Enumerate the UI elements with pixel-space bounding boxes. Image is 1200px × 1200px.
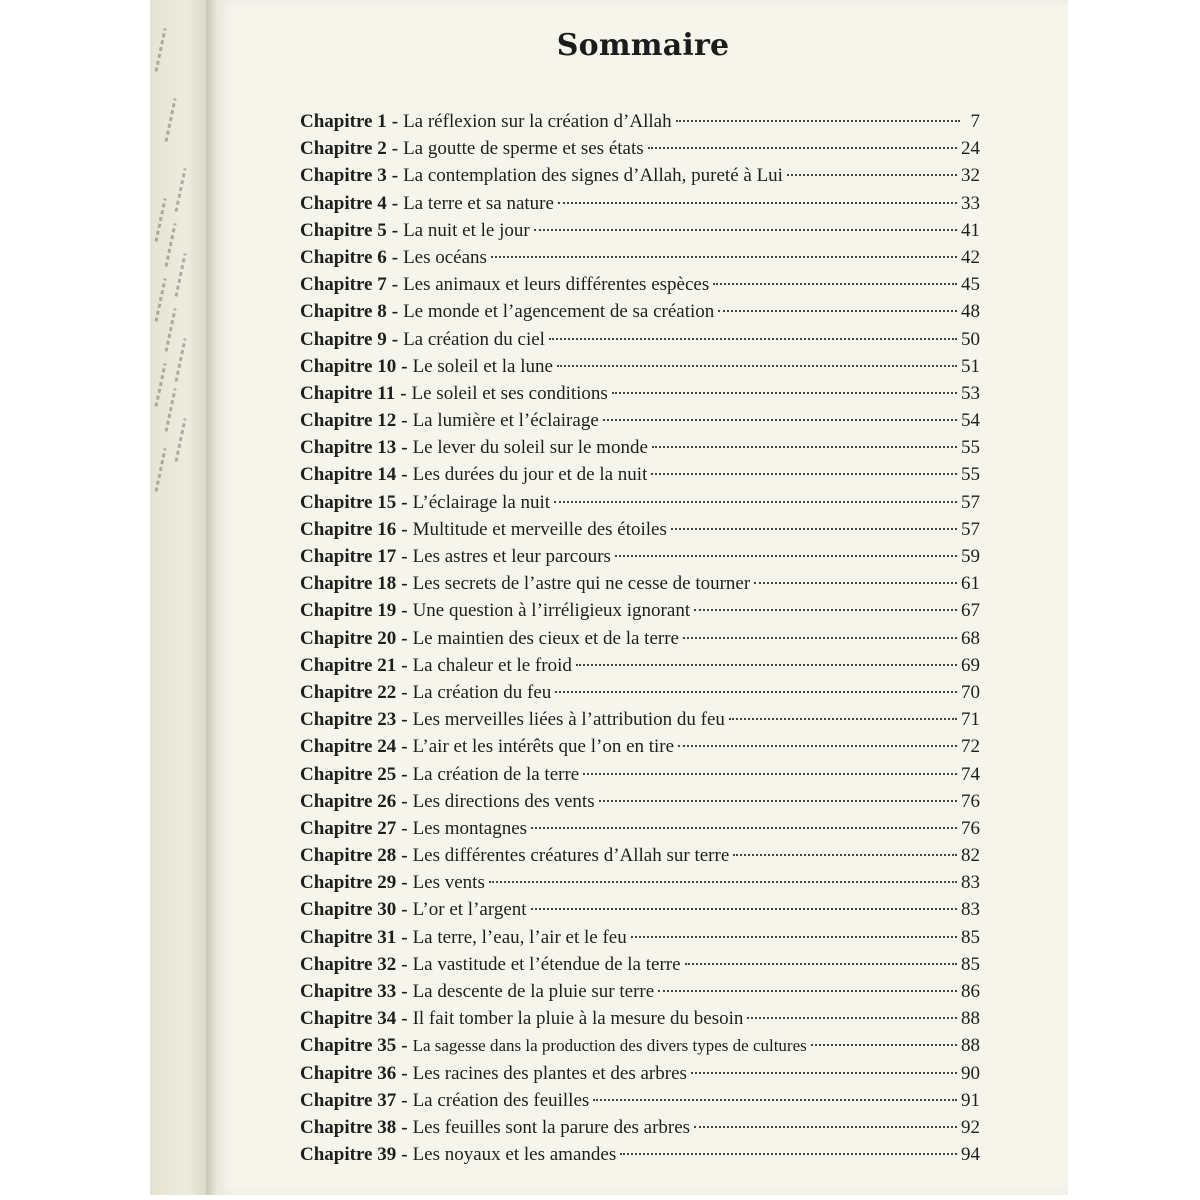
toc-entry — [300, 489, 980, 516]
toc-entry — [300, 1114, 980, 1141]
dot-leader — [615, 555, 957, 557]
chapter-title: L’air et les intérêts que l’on en tire — [412, 736, 675, 758]
table-of-contents — [300, 108, 980, 1168]
chapter-title: Les montagnes — [412, 817, 528, 839]
dot-leader — [648, 147, 957, 149]
toc-entry — [300, 244, 980, 271]
toc-entry — [300, 162, 980, 189]
page-number: 92 — [961, 1116, 980, 1138]
toc-entry — [300, 190, 980, 217]
chapter-separator: - — [391, 165, 399, 187]
facing-page-text-mark — [155, 363, 167, 407]
chapter-title: Le monde et l’agencement de sa création — [403, 301, 715, 323]
page-number: 74 — [961, 763, 980, 785]
chapter-label: Chapitre 25 — [300, 763, 397, 785]
page-number: 55 — [961, 437, 980, 459]
chapter-separator: - — [401, 437, 408, 459]
page-number: 61 — [961, 573, 980, 595]
chapter-label: Chapitre 29 — [300, 872, 397, 894]
page-number: 85 — [961, 953, 980, 975]
toc-entry — [300, 1032, 980, 1059]
chapter-title: La chaleur et le froid — [412, 654, 572, 676]
chapter-label: Chapitre 31 — [300, 926, 397, 948]
dot-leader — [583, 773, 957, 775]
chapter-title: La goutte de sperme et ses états — [403, 138, 644, 160]
dot-leader — [754, 582, 957, 584]
chapter-title: Le soleil et ses conditions — [411, 382, 608, 404]
chapter-title: La création des feuilles — [412, 1089, 590, 1111]
chapter-separator: - — [401, 709, 408, 731]
chapter-separator: - — [391, 301, 399, 323]
chapter-separator: - — [401, 464, 408, 486]
chapter-separator: - — [400, 382, 407, 404]
page-number: 88 — [961, 1035, 980, 1057]
page-number: 91 — [961, 1089, 980, 1111]
chapter-title: Les différentes créatures d’Allah sur terre — [412, 845, 730, 867]
page-number: 85 — [961, 926, 980, 948]
dot-leader — [531, 908, 957, 910]
chapter-label: Chapitre 9 — [300, 328, 387, 350]
chapter-title: La sagesse dans la production des divers types de cultures — [412, 1036, 807, 1056]
chapter-label: Chapitre 24 — [300, 736, 397, 758]
dot-leader — [603, 419, 957, 421]
dot-leader — [576, 664, 957, 666]
dot-leader — [729, 718, 957, 720]
chapter-label: Chapitre 30 — [300, 899, 397, 921]
dot-leader — [491, 256, 957, 258]
chapter-separator: - — [401, 627, 408, 649]
toc-entry — [300, 1005, 980, 1032]
toc-entry — [300, 924, 980, 951]
chapter-separator: - — [401, 736, 408, 758]
chapter-label: Chapitre 38 — [300, 1116, 397, 1138]
page-number: 82 — [961, 845, 980, 867]
page-number: 51 — [961, 355, 980, 377]
chapter-title: La réflexion sur la création d’Allah — [403, 111, 672, 132]
toc-entry — [300, 407, 980, 434]
facing-page — [150, 0, 210, 1195]
facing-page-text-mark — [175, 338, 187, 382]
chapter-separator: - — [401, 681, 408, 703]
chapter-separator: - — [401, 1089, 408, 1111]
page-number: 32 — [961, 165, 980, 187]
dot-leader — [718, 310, 957, 312]
chapter-separator: - — [401, 981, 408, 1002]
toc-entry — [300, 298, 980, 325]
chapter-separator: - — [391, 192, 399, 214]
chapter-title: Les animaux et leurs différentes espèces — [403, 274, 710, 296]
chapter-separator: - — [391, 219, 399, 241]
dot-leader — [683, 637, 957, 639]
toc-entry — [300, 516, 980, 543]
toc-entry — [300, 869, 980, 896]
chapter-title: Le soleil et la lune — [412, 355, 553, 377]
facing-page-text-mark — [165, 308, 177, 352]
page-number: 7 — [970, 111, 980, 132]
toc-entry — [300, 1087, 980, 1114]
chapter-label: Chapitre 1 — [300, 111, 387, 132]
page-number: 72 — [961, 736, 980, 758]
chapter-title: Les noyaux et les amandes — [412, 1144, 617, 1166]
chapter-label: Chapitre 7 — [300, 274, 387, 296]
chapter-title: Les astres et leur parcours — [412, 546, 611, 567]
chapter-separator: - — [391, 246, 399, 268]
toc-entry — [300, 896, 980, 923]
facing-page-text-mark — [175, 253, 187, 297]
toc-entry — [300, 1060, 980, 1087]
dot-leader — [558, 202, 957, 204]
toc-entry — [300, 761, 980, 788]
toc-entry — [300, 815, 980, 842]
page-number: 53 — [961, 382, 980, 404]
chapter-label: Chapitre 27 — [300, 817, 397, 839]
chapter-label: Chapitre 20 — [300, 627, 397, 649]
chapter-title: Les merveilles liées à l’attribution du feu — [412, 709, 725, 731]
chapter-label: Chapitre 15 — [300, 491, 397, 513]
chapter-title: La vastitude et l’étendue de la terre — [412, 953, 681, 975]
toc-entry — [300, 543, 980, 570]
toc-entry — [300, 434, 980, 461]
dot-leader — [593, 1099, 957, 1101]
page-number: 83 — [961, 872, 980, 894]
page-number: 68 — [961, 627, 980, 649]
chapter-title: La terre et sa nature — [403, 192, 554, 214]
facing-page-text-mark — [155, 28, 167, 72]
page-number: 57 — [961, 491, 980, 513]
dot-leader — [599, 800, 957, 802]
page-number: 70 — [961, 681, 980, 703]
toc-entry — [300, 625, 980, 652]
toc-entry — [300, 1141, 980, 1168]
page-number: 33 — [961, 192, 980, 214]
chapter-label: Chapitre 11 — [300, 382, 396, 404]
chapter-separator: - — [401, 410, 408, 432]
chapter-separator: - — [401, 845, 408, 867]
page-number: 94 — [961, 1144, 980, 1166]
toc-entry — [300, 951, 980, 978]
page-title: Sommaire — [556, 28, 730, 63]
toc-entry — [300, 679, 980, 706]
chapter-title: La création du ciel — [403, 328, 545, 350]
chapter-title: Les secrets de l’astre qui ne cesse de tourner — [412, 573, 751, 595]
chapter-label: Chapitre 36 — [300, 1062, 397, 1084]
page-number: 83 — [961, 899, 980, 921]
chapter-title: L’éclairage la nuit — [412, 491, 551, 513]
chapter-label: Chapitre 2 — [300, 138, 387, 160]
dot-leader — [713, 283, 957, 285]
toc-entry — [300, 271, 980, 298]
chapter-separator: - — [401, 872, 408, 894]
chapter-separator: - — [401, 1035, 408, 1057]
chapter-separator: - — [391, 111, 399, 132]
chapter-title: La contemplation des signes d’Allah, pureté à Lui — [403, 165, 783, 187]
page-number: 67 — [961, 600, 980, 622]
page-number: 59 — [961, 546, 980, 567]
chapter-label: Chapitre 17 — [300, 546, 397, 567]
dot-leader — [733, 854, 957, 856]
chapter-label: Chapitre 37 — [300, 1089, 397, 1111]
page-number: 69 — [961, 654, 980, 676]
dot-leader — [651, 473, 957, 475]
page-number: 71 — [961, 709, 980, 731]
chapter-label: Chapitre 34 — [300, 1008, 397, 1030]
toc-entry — [300, 353, 980, 380]
dot-leader — [747, 1017, 957, 1019]
chapter-separator: - — [401, 1144, 408, 1166]
page-number: 42 — [961, 246, 980, 268]
toc-entry — [300, 706, 980, 733]
chapter-label: Chapitre 3 — [300, 165, 387, 187]
chapter-title: La nuit et le jour — [403, 219, 530, 241]
chapter-separator: - — [401, 953, 408, 975]
toc-entry — [300, 788, 980, 815]
toc-entry — [300, 380, 980, 407]
toc-entry — [300, 570, 980, 597]
chapter-label: Chapitre 16 — [300, 518, 397, 540]
facing-page-text-mark — [175, 168, 187, 212]
chapter-separator: - — [401, 600, 408, 622]
page-number: 41 — [961, 219, 980, 241]
chapter-label: Chapitre 12 — [300, 410, 397, 432]
chapter-separator: - — [391, 138, 399, 160]
page-number: 86 — [961, 981, 980, 1002]
chapter-separator: - — [401, 491, 408, 513]
chapter-separator: - — [401, 1116, 408, 1138]
chapter-label: Chapitre 33 — [300, 981, 397, 1002]
toc-entry — [300, 217, 980, 244]
dot-leader — [658, 990, 957, 992]
facing-page-text-mark — [175, 418, 187, 462]
toc-entry — [300, 733, 980, 760]
chapter-label: Chapitre 6 — [300, 246, 387, 268]
dot-leader — [811, 1044, 957, 1046]
page-number: 76 — [961, 817, 980, 839]
toc-entry — [300, 135, 980, 162]
chapter-title: Multitude et merveille des étoiles — [412, 518, 667, 540]
chapter-title: Les racines des plantes et des arbres — [412, 1062, 687, 1084]
chapter-title: La création du feu — [412, 681, 552, 703]
chapter-title: Il fait tomber la pluie à la mesure du besoin — [412, 1008, 744, 1030]
chapter-label: Chapitre 10 — [300, 355, 397, 377]
dot-leader — [676, 120, 960, 122]
dot-leader — [787, 174, 957, 176]
toc-entry — [300, 652, 980, 679]
facing-page-text-mark — [155, 278, 167, 322]
chapter-title: Les océans — [403, 246, 487, 268]
chapter-label: Chapitre 32 — [300, 953, 397, 975]
chapter-label: Chapitre 18 — [300, 573, 397, 595]
chapter-separator: - — [401, 573, 408, 595]
chapter-separator: - — [401, 654, 408, 676]
dot-leader — [554, 501, 957, 503]
dot-leader — [671, 528, 957, 530]
facing-page-text-mark — [165, 388, 177, 432]
toc-entry — [300, 842, 980, 869]
chapter-label: Chapitre 23 — [300, 709, 397, 731]
chapter-label: Chapitre 14 — [300, 464, 397, 486]
chapter-title: Le lever du soleil sur le monde — [412, 437, 648, 459]
chapter-separator: - — [401, 518, 408, 540]
chapter-separator: - — [391, 328, 399, 350]
dot-leader — [694, 1126, 957, 1128]
chapter-title: Les vents — [412, 872, 485, 894]
page-number: 48 — [961, 301, 980, 323]
dot-leader — [534, 229, 957, 231]
dot-leader — [691, 1072, 957, 1074]
contents-page — [218, 0, 1068, 1195]
chapter-label: Chapitre 35 — [300, 1035, 397, 1057]
chapter-title: L’or et l’argent — [412, 899, 527, 921]
facing-page-text-mark — [165, 223, 177, 267]
page-number: 55 — [961, 464, 980, 486]
chapter-separator: - — [401, 899, 408, 921]
chapter-separator: - — [401, 355, 408, 377]
chapter-label: Chapitre 22 — [300, 681, 397, 703]
toc-entry — [300, 326, 980, 353]
page-number: 54 — [961, 410, 980, 432]
facing-page-text-mark — [155, 198, 167, 242]
page-number: 24 — [961, 138, 980, 160]
dot-leader — [612, 392, 957, 394]
dot-leader — [694, 609, 957, 611]
chapter-title: La terre, l’eau, l’air et le feu — [412, 926, 627, 948]
toc-entry — [300, 461, 980, 488]
chapter-title: Les feuilles sont la parure des arbres — [412, 1116, 691, 1138]
dot-leader — [555, 691, 957, 693]
chapter-label: Chapitre 39 — [300, 1144, 397, 1166]
dot-leader — [652, 446, 957, 448]
chapter-label: Chapitre 8 — [300, 301, 387, 323]
chapter-separator: - — [401, 926, 408, 948]
chapter-separator: - — [401, 790, 408, 812]
page-number: 50 — [961, 328, 980, 350]
chapter-title: La lumière et l’éclairage — [412, 410, 599, 432]
page-number: 90 — [961, 1062, 980, 1084]
chapter-label: Chapitre 4 — [300, 192, 387, 214]
toc-entry — [300, 978, 980, 1005]
chapter-separator: - — [401, 1008, 408, 1030]
dot-leader — [489, 881, 957, 883]
chapter-separator: - — [401, 817, 408, 839]
chapter-title: La création de la terre — [412, 763, 580, 785]
chapter-label: Chapitre 19 — [300, 600, 397, 622]
chapter-label: Chapitre 26 — [300, 790, 397, 812]
chapter-label: Chapitre 21 — [300, 654, 397, 676]
chapter-separator: - — [401, 1062, 408, 1084]
page-number: 88 — [961, 1008, 980, 1030]
chapter-title: Le maintien des cieux et de la terre — [412, 627, 679, 649]
chapter-separator: - — [401, 763, 408, 785]
page-number: 57 — [961, 518, 980, 540]
dot-leader — [631, 936, 957, 938]
dot-leader — [685, 963, 957, 965]
toc-entry — [300, 597, 980, 624]
chapter-title: Les durées du jour et de la nuit — [412, 464, 648, 486]
chapter-separator: - — [391, 274, 399, 296]
toc-entry — [300, 108, 980, 135]
page-number: 45 — [961, 274, 980, 296]
dot-leader — [557, 365, 957, 367]
page-number: 76 — [961, 790, 980, 812]
dot-leader — [549, 338, 957, 340]
chapter-title: La descente de la pluie sur terre — [412, 981, 655, 1002]
facing-page-text-mark — [165, 98, 177, 142]
facing-page-text-mark — [155, 448, 167, 492]
dot-leader — [531, 827, 957, 829]
chapter-label: Chapitre 13 — [300, 437, 397, 459]
chapter-title: Les directions des vents — [412, 790, 595, 812]
dot-leader — [678, 745, 957, 747]
dot-leader — [620, 1153, 957, 1155]
chapter-separator: - — [401, 546, 408, 567]
chapter-label: Chapitre 5 — [300, 219, 387, 241]
chapter-title: Une question à l’irréligieux ignorant — [412, 600, 691, 622]
chapter-label: Chapitre 28 — [300, 845, 397, 867]
